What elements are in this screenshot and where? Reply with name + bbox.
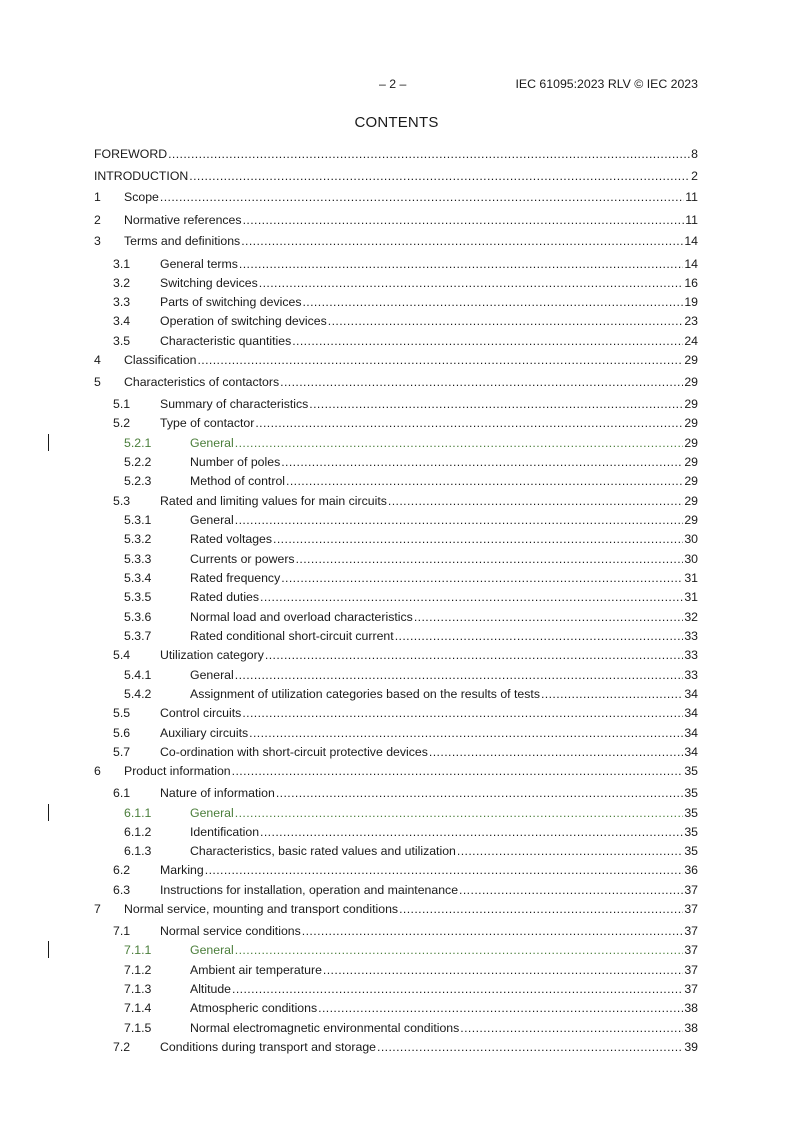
toc-dot-leader — [286, 473, 683, 489]
toc-dot-leader — [239, 256, 683, 272]
toc-entry-page: 16 — [684, 276, 698, 290]
toc-entry-number: 5.3 — [113, 494, 131, 508]
toc-entry-page: 29 — [684, 375, 698, 389]
toc-entry-page: 32 — [684, 610, 698, 624]
toc-entry-page: 29 — [684, 494, 698, 508]
toc-entry-number: 5.2.2 — [124, 455, 152, 469]
toc-entry-page: 33 — [684, 648, 698, 662]
toc-entry[interactable] — [94, 512, 698, 528]
toc-entry-page: 14 — [684, 257, 698, 271]
toc-entry-number: 6.1.2 — [124, 825, 152, 839]
toc-dot-leader — [273, 531, 683, 547]
toc-dot-leader — [328, 313, 684, 329]
toc-entry-title: Type of contactor — [160, 416, 255, 430]
toc-entry[interactable] — [94, 473, 698, 489]
toc-entry-number: 5.2.3 — [124, 474, 152, 488]
toc-entry-number: 7.1 — [113, 924, 131, 938]
toc-entry-page: 34 — [684, 726, 698, 740]
toc-entry[interactable] — [94, 1000, 698, 1016]
toc-entry-number: 5.1 — [113, 397, 131, 411]
toc-entry-page: 37 — [684, 883, 698, 897]
toc-entry-page: 37 — [684, 902, 698, 916]
toc-entry-number: 5.6 — [113, 726, 131, 740]
toc-entry[interactable] — [94, 233, 698, 249]
toc-dot-leader — [241, 233, 683, 249]
toc-dot-leader — [429, 744, 683, 760]
toc-entry-number: 5.4.2 — [124, 687, 152, 701]
toc-entry[interactable] — [94, 805, 698, 821]
toc-dot-leader — [235, 942, 684, 958]
toc-dot-leader — [281, 570, 683, 586]
toc-entry-page: 34 — [684, 687, 698, 701]
toc-entry-title: Characteristics of contactors — [124, 375, 280, 389]
toc-dot-leader — [235, 805, 684, 821]
toc-entry-page: 33 — [684, 668, 698, 682]
toc-entry[interactable] — [94, 923, 698, 939]
toc-entry-page: 29 — [684, 474, 698, 488]
toc-entry[interactable] — [94, 843, 698, 859]
toc-entry[interactable] — [94, 374, 698, 390]
toc-entry-title: General terms — [160, 257, 238, 271]
toc-entry-title: Method of control — [190, 474, 286, 488]
toc-entry-title: Characteristics, basic rated values and utilization — [190, 844, 456, 858]
toc-entry[interactable] — [94, 1020, 698, 1036]
toc-entry[interactable] — [94, 1039, 698, 1055]
toc-dot-leader — [302, 923, 684, 939]
toc-entry-title: Scope — [124, 190, 159, 204]
toc-entry-title: Atmospheric conditions — [190, 1001, 318, 1015]
toc-entry-title: Normative references — [124, 213, 242, 227]
toc-entry-page: 23 — [684, 314, 698, 328]
toc-dot-leader — [205, 862, 684, 878]
toc-dot-leader — [414, 609, 683, 625]
toc-dot-leader — [160, 189, 684, 205]
toc-entry-page: 11 — [685, 190, 698, 204]
toc-entry[interactable] — [94, 415, 698, 431]
toc-dot-leader — [259, 275, 684, 291]
toc-entry-page: 2 — [691, 169, 698, 183]
toc-entry[interactable] — [94, 647, 698, 663]
toc-dot-leader — [395, 628, 684, 644]
toc-dot-leader — [235, 512, 684, 528]
toc-entry-page: 37 — [684, 963, 698, 977]
toc-entry-number: 6.2 — [113, 863, 131, 877]
toc-entry[interactable] — [94, 531, 698, 547]
toc-entry-title: General — [190, 806, 234, 820]
toc-entry-number: 6.1.1 — [124, 806, 152, 820]
toc-dot-leader — [377, 1039, 683, 1055]
toc-entry-page: 34 — [684, 706, 698, 720]
toc-entry[interactable] — [94, 333, 698, 349]
toc-entry-page: 34 — [684, 745, 698, 759]
toc-dot-leader — [280, 374, 683, 390]
toc-dot-leader — [459, 882, 683, 898]
toc-entry-title: Rated and limiting values for main circuits — [160, 494, 387, 508]
toc-entry[interactable] — [94, 609, 698, 625]
toc-entry-number: 6.1.3 — [124, 844, 152, 858]
toc-entry-number: 5.7 — [113, 745, 131, 759]
toc-entry-title: Rated duties — [190, 590, 260, 604]
toc-entry-number: 5.5 — [113, 706, 131, 720]
toc-entry[interactable] — [94, 189, 698, 205]
toc-entry-title: Switching devices — [160, 276, 258, 290]
toc-entry-number: 7 — [94, 902, 101, 916]
toc-dot-leader — [265, 647, 683, 663]
toc-entry-title: Ambient air temperature — [190, 963, 322, 977]
toc-entry-page: 39 — [684, 1040, 698, 1054]
toc-entry[interactable] — [94, 824, 698, 840]
toc-entry-page: 11 — [685, 213, 698, 227]
toc-entry-page: 29 — [684, 455, 698, 469]
toc-entry-page: 29 — [684, 353, 698, 367]
toc-entry[interactable] — [94, 667, 698, 683]
toc-entry-number: 2 — [94, 213, 101, 227]
change-bar — [48, 941, 49, 958]
toc-entry-page: 36 — [684, 863, 698, 877]
toc-entry-number: 5.3.4 — [124, 571, 152, 585]
toc-entry[interactable] — [94, 313, 698, 329]
page-number: – 2 – — [379, 77, 407, 91]
toc-entry-number: 4 — [94, 353, 101, 367]
toc-entry-title: Summary of characteristics — [160, 397, 309, 411]
change-bar — [48, 804, 49, 821]
toc-entry-number: 3 — [94, 234, 101, 248]
toc-entry-number: 6.1 — [113, 786, 131, 800]
toc-entry-page: 29 — [684, 513, 698, 527]
toc-entry-page: 29 — [684, 436, 698, 450]
toc-entry-title: General — [190, 668, 234, 682]
toc-entry-page: 35 — [684, 764, 698, 778]
toc-entry[interactable] — [94, 146, 698, 162]
toc-entry-page: 37 — [684, 924, 698, 938]
toc-entry-number: 5 — [94, 375, 101, 389]
toc-entry-title: Number of poles — [190, 455, 281, 469]
toc-dot-leader — [399, 901, 683, 917]
toc-entry-title: Operation of switching devices — [160, 314, 327, 328]
toc-entry-title: Altitude — [190, 982, 232, 996]
toc-entry-number: 5.3.1 — [124, 513, 152, 527]
toc-entry-title: Classification — [124, 353, 197, 367]
toc-entry-title: FOREWORD — [94, 147, 168, 161]
toc-entry-page: 24 — [684, 334, 698, 348]
toc-entry-title: Rated frequency — [190, 571, 281, 585]
toc-entry-page: 38 — [684, 1021, 698, 1035]
toc-entry-number: 7.1.1 — [124, 943, 152, 957]
toc-entry-page: 30 — [684, 532, 698, 546]
toc-entry-title: Control circuits — [160, 706, 242, 720]
document-id: IEC 61095:2023 RLV © IEC 2023 — [515, 77, 698, 91]
toc-dot-leader — [260, 824, 683, 840]
toc-entry[interactable] — [94, 763, 698, 779]
toc-dot-leader — [235, 435, 684, 451]
toc-entry-title: Utilization category — [160, 648, 264, 662]
toc-dot-leader — [460, 1020, 683, 1036]
toc-entry-number: 3.4 — [113, 314, 131, 328]
toc-entry[interactable] — [94, 212, 698, 228]
toc-entry-number: 7.1.5 — [124, 1021, 152, 1035]
toc-entry[interactable] — [94, 396, 698, 412]
toc-dot-leader — [168, 146, 690, 162]
toc-dot-leader — [255, 415, 683, 431]
toc-dot-leader — [318, 1000, 683, 1016]
toc-entry[interactable] — [94, 493, 698, 509]
toc-entry-title: Normal service conditions — [160, 924, 301, 938]
toc-entry-page: 14 — [684, 234, 698, 248]
toc-entry-number: 5.2 — [113, 416, 131, 430]
toc-entry-title: Characteristic quantities — [160, 334, 292, 348]
toc-entry-number: 5.3.3 — [124, 552, 152, 566]
toc-entry-page: 37 — [684, 982, 698, 996]
toc-entry-number: 1 — [94, 190, 101, 204]
toc-dot-leader — [388, 493, 683, 509]
toc-entry-title: Terms and definitions — [124, 234, 241, 248]
toc-entry-title: Auxiliary circuits — [160, 726, 249, 740]
toc-entry-number: 5.4 — [113, 648, 131, 662]
toc-entry[interactable] — [94, 294, 698, 310]
toc-entry[interactable] — [94, 435, 698, 451]
toc-entry-title: General — [190, 436, 234, 450]
toc-entry-number: 5.3.5 — [124, 590, 152, 604]
toc-entry[interactable] — [94, 785, 698, 801]
toc-entry[interactable] — [94, 942, 698, 958]
toc-entry-page: 38 — [684, 1001, 698, 1015]
toc-dot-leader — [232, 981, 683, 997]
toc-entry-page: 35 — [684, 825, 698, 839]
toc-entry-number: 5.3.2 — [124, 532, 152, 546]
toc-entry-title: Normal electromagnetic environmental conditions — [190, 1021, 460, 1035]
toc-entry[interactable] — [94, 981, 698, 997]
toc-entry[interactable] — [94, 744, 698, 760]
toc-dot-leader — [232, 763, 684, 779]
toc-entry-page: 19 — [684, 295, 698, 309]
toc-entry-title: General — [190, 513, 234, 527]
toc-entry[interactable] — [94, 275, 698, 291]
toc-entry-title: Currents or powers — [190, 552, 295, 566]
toc-entry-page: 30 — [684, 552, 698, 566]
toc-entry-number: 3.3 — [113, 295, 131, 309]
toc-dot-leader — [189, 168, 690, 184]
toc-dot-leader — [243, 212, 685, 228]
toc-entry-title: Nature of information — [160, 786, 275, 800]
toc-entry[interactable] — [94, 882, 698, 898]
toc-entry-number: 5.3.6 — [124, 610, 152, 624]
toc-entry-title: Marking — [160, 863, 204, 877]
toc-entry-title: Product information — [124, 764, 231, 778]
page-title: CONTENTS — [354, 114, 439, 131]
toc-dot-leader — [302, 294, 683, 310]
toc-dot-leader — [235, 667, 684, 683]
toc-entry-title: Rated conditional short-circuit current — [190, 629, 394, 643]
toc-entry-title: Co-ordination with short-circuit protective devices — [160, 745, 428, 759]
toc-entry-number: 6 — [94, 764, 101, 778]
toc-entry-page: 29 — [684, 397, 698, 411]
toc-entry-page: 29 — [684, 416, 698, 430]
toc-entry-number: 3.1 — [113, 257, 131, 271]
toc-entry-number: 7.1.2 — [124, 963, 152, 977]
toc-entry[interactable] — [94, 589, 698, 605]
toc-entry-number: 7.1.3 — [124, 982, 152, 996]
toc-entry[interactable] — [94, 962, 698, 978]
toc-entry-number: 3.2 — [113, 276, 131, 290]
toc-entry-title: Assignment of utilization categories based on the results of tests — [190, 687, 540, 701]
toc-entry-title: Conditions during transport and storage — [160, 1040, 377, 1054]
change-bar — [48, 434, 49, 451]
toc-dot-leader — [457, 843, 683, 859]
toc-entry[interactable] — [94, 862, 698, 878]
toc-entry[interactable] — [94, 256, 698, 272]
page-header — [94, 76, 698, 92]
toc-entry[interactable] — [94, 551, 698, 567]
toc-dot-leader — [249, 725, 683, 741]
toc-dot-leader — [309, 396, 683, 412]
toc-entry-number: 7.1.4 — [124, 1001, 152, 1015]
toc-entry-number: 7.2 — [113, 1040, 131, 1054]
toc-entry[interactable] — [94, 705, 698, 721]
toc-entry-page: 31 — [684, 590, 698, 604]
toc-entry[interactable] — [94, 725, 698, 741]
toc-entry-number: 6.3 — [113, 883, 131, 897]
toc-entry[interactable] — [94, 570, 698, 586]
toc-entry-title: Normal load and overload characteristics — [190, 610, 413, 624]
toc-entry-title: Rated voltages — [190, 532, 273, 546]
toc-dot-leader — [281, 454, 683, 470]
toc-dot-leader — [292, 333, 683, 349]
toc-entry-page: 35 — [684, 844, 698, 858]
toc-entry[interactable] — [94, 686, 698, 702]
toc-entry[interactable] — [94, 901, 698, 917]
toc-entry-page: 8 — [691, 147, 698, 161]
toc-entry-number: 5.4.1 — [124, 668, 152, 682]
toc-entry-title: Parts of switching devices — [160, 295, 302, 309]
toc-entry-title: General — [190, 943, 234, 957]
toc-entry-page: 33 — [684, 629, 698, 643]
toc-dot-leader — [296, 551, 684, 567]
toc-dot-leader — [323, 962, 683, 978]
toc-entry-title: Normal service, mounting and transport conditions — [124, 902, 399, 916]
toc-entry-page: 35 — [684, 806, 698, 820]
toc-entry-title: INTRODUCTION — [94, 169, 189, 183]
toc-entry-number: 3.5 — [113, 334, 131, 348]
toc-entry[interactable] — [94, 168, 698, 184]
toc-entry-page: 35 — [684, 786, 698, 800]
toc-entry-number: 5.2.1 — [124, 436, 152, 450]
toc-dot-leader — [541, 686, 683, 702]
toc-dot-leader — [260, 589, 683, 605]
toc-entry-page: 31 — [684, 571, 698, 585]
toc-entry-number: 5.3.7 — [124, 629, 152, 643]
toc-entry[interactable] — [94, 352, 698, 368]
toc-entry-page: 37 — [684, 943, 698, 957]
toc-dot-leader — [276, 785, 683, 801]
toc-dot-leader — [197, 352, 683, 368]
toc-entry-title: Instructions for installation, operation and maintenance — [160, 883, 459, 897]
toc-dot-leader — [242, 705, 683, 721]
toc-entry[interactable] — [94, 454, 698, 470]
toc-entry[interactable] — [94, 628, 698, 644]
toc-entry-title: Identification — [190, 825, 260, 839]
